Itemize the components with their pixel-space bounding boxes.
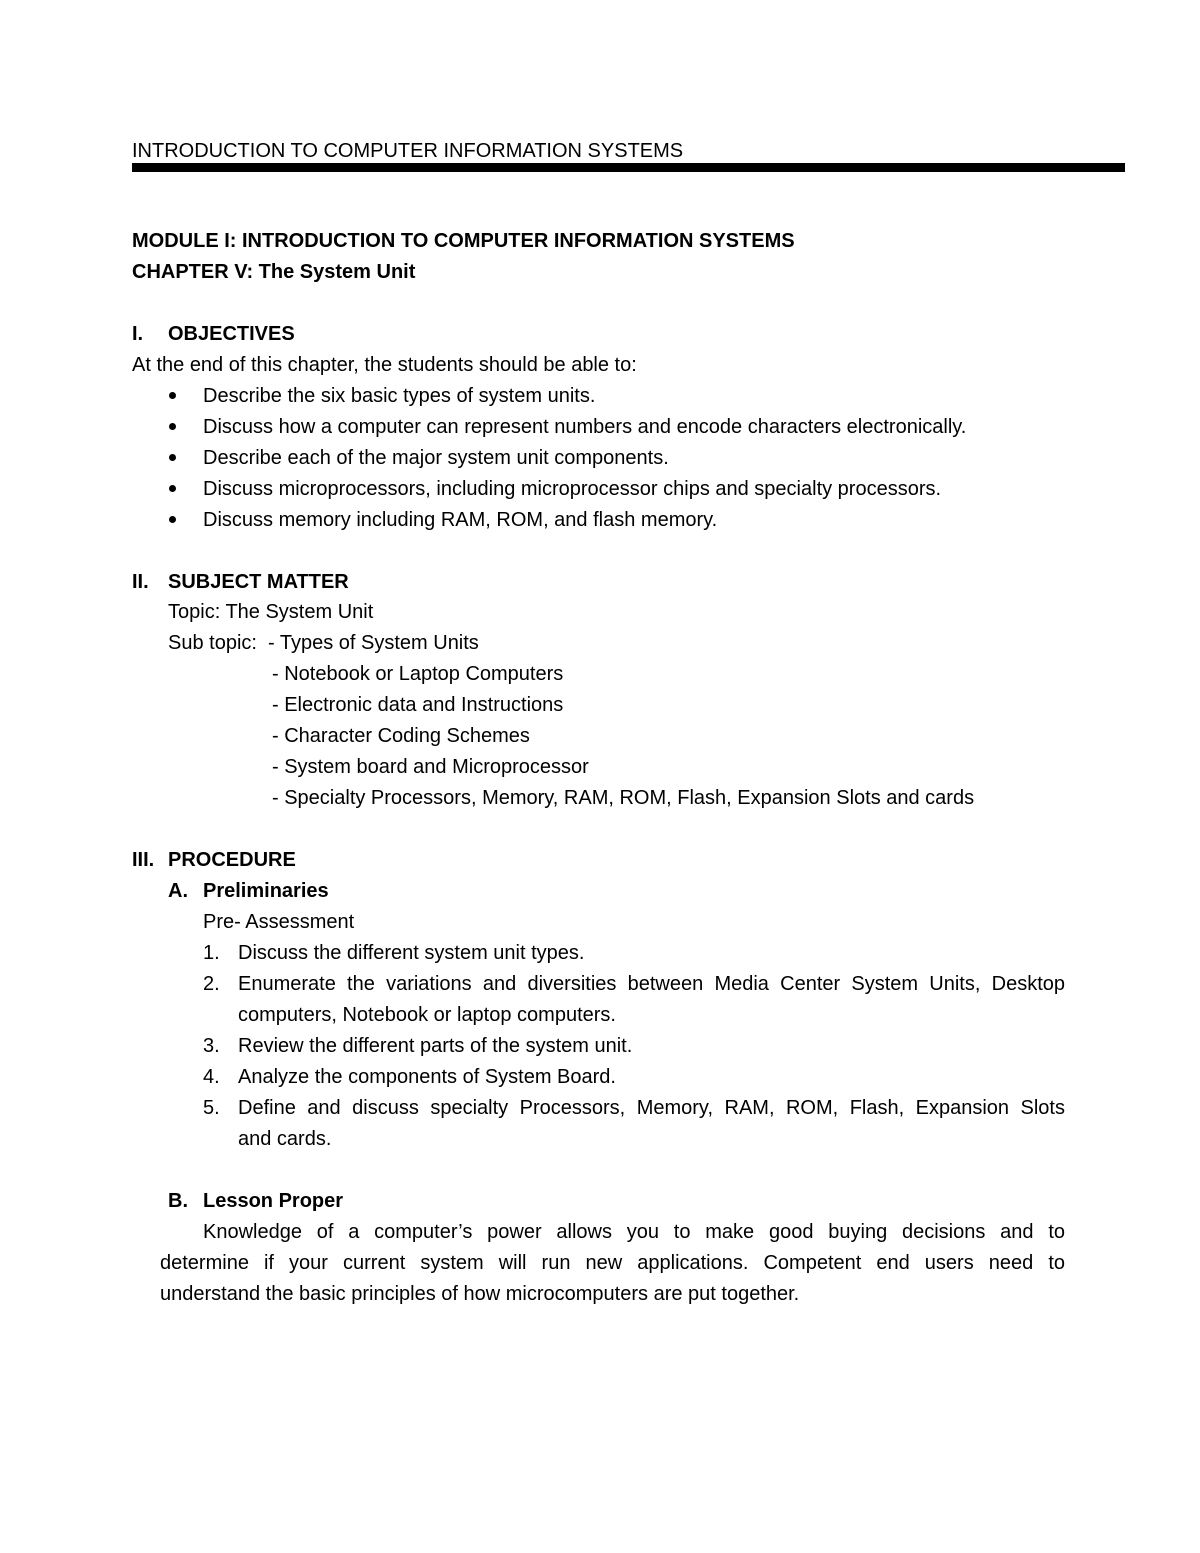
bullet-icon [169, 516, 176, 523]
objective-item: Discuss microprocessors, including microprocessor chips and specialty processors. [203, 478, 942, 500]
subtopic-item: - Character Coding Schemes [272, 725, 530, 747]
lesson-paragraph-line: Knowledge of a computer’s power allows you to make good buying decisions and to [203, 1221, 1065, 1243]
preliminary-item: Review the different parts of the system unit. [238, 1035, 633, 1057]
lesson-paragraph-line: determine if your current system will run new applications. Competent end users need to [160, 1252, 1065, 1274]
bullet-icon [169, 423, 176, 430]
preliminaries-letter: A. [168, 880, 188, 902]
item-number: 4. [203, 1066, 220, 1088]
subtopic-item: - Specialty Processors, Memory, RAM, ROM, Flash, Expansion Slots and cards [272, 787, 975, 809]
header-rule [132, 163, 1125, 172]
procedure-numeral: III. [132, 849, 155, 871]
objective-item: Discuss how a computer can represent numbers and encode characters electronically. [203, 416, 967, 438]
lesson-paragraph-line: understand the basic principles of how microcomputers are put together. [160, 1283, 800, 1305]
objectives-numeral: I. [132, 323, 144, 345]
preliminary-item: Enumerate the variations and diversities between Media Center System Units, Desktop [238, 973, 1065, 995]
preliminary-item-continued: computers, Notebook or laptop computers. [238, 1004, 616, 1026]
subtopic-item: - Notebook or Laptop Computers [272, 663, 564, 685]
subtopic-item: - System board and Microprocessor [272, 756, 589, 778]
bullet-icon [169, 392, 176, 399]
objectives-intro: At the end of this chapter, the students should be able to: [132, 354, 637, 376]
subject-matter-heading: SUBJECT MATTER [168, 571, 349, 593]
preliminary-item-continued: and cards. [238, 1128, 332, 1150]
preliminary-item: Discuss the different system unit types. [238, 942, 585, 964]
subtopic-item: - Electronic data and Instructions [272, 694, 564, 716]
bullet-icon [169, 485, 176, 492]
topic-line: Topic: The System Unit [168, 601, 374, 623]
lesson-proper-heading: Lesson Proper [203, 1190, 344, 1212]
item-number: 2. [203, 973, 220, 995]
pre-assessment-label: Pre- Assessment [203, 911, 355, 933]
objective-item: Describe each of the major system unit components. [203, 447, 669, 469]
subtopic-item: - Types of System Units [268, 632, 479, 654]
preliminary-item: Define and discuss specialty Processors, Memory, RAM, ROM, Flash, Expansion Slots [238, 1097, 1065, 1119]
objective-item: Describe the six basic types of system units. [203, 385, 596, 407]
chapter-title: CHAPTER V: The System Unit [132, 261, 416, 283]
document-header-title: INTRODUCTION TO COMPUTER INFORMATION SYSTEMS [132, 140, 684, 162]
lesson-proper-letter: B. [168, 1190, 188, 1212]
objective-item: Discuss memory including RAM, ROM, and flash memory. [203, 509, 718, 531]
preliminaries-heading: Preliminaries [203, 880, 329, 902]
procedure-heading: PROCEDURE [168, 849, 296, 871]
item-number: 5. [203, 1097, 220, 1119]
preliminary-item: Analyze the components of System Board. [238, 1066, 616, 1088]
module-title: MODULE I: INTRODUCTION TO COMPUTER INFORMATION SYSTEMS [132, 230, 795, 252]
item-number: 1. [203, 942, 220, 964]
subject-matter-numeral: II. [132, 571, 149, 593]
objectives-heading: OBJECTIVES [168, 323, 295, 345]
subtopic-label: Sub topic: [168, 632, 257, 654]
bullet-icon [169, 454, 176, 461]
item-number: 3. [203, 1035, 220, 1057]
